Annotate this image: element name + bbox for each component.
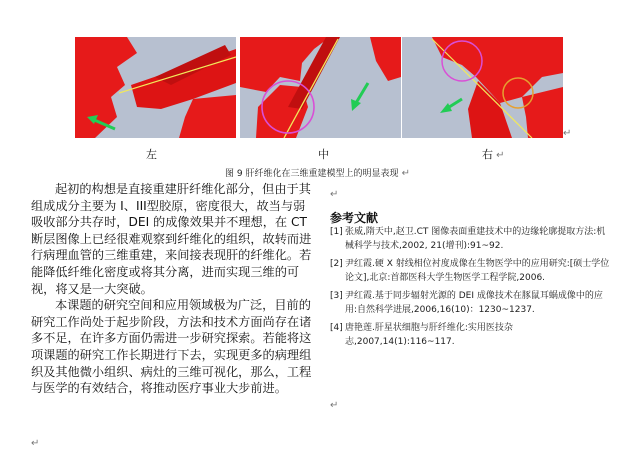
paragraph-mark: ↵ <box>330 189 339 200</box>
references-list <box>330 225 612 353</box>
reference-item: [4] 唐艳莲.肝星状细胞与肝纤维化:实用医技杂志,2007,14(1):116~117. <box>330 323 513 347</box>
body-text <box>31 181 317 397</box>
panel-label-left: 左 <box>146 148 157 161</box>
paragraph-mark: ↵ <box>31 438 40 449</box>
body-paragraph-1: 起初的构想是直接重建肝纤维化部分，但由于其组成成分主要为 I、III型胶原，密度很大，故当与弱吸收部分共存时，DEI 的成像效果并不理想，在 CT 断层图像上已经很难观察到纤维化的组织，故转而进行病理血管的三维重建，来间接表现肝的纤维化。若能降低纤维化密度或将其分离，进而实现三维的可视，将又是一大突破。 <box>31 182 312 296</box>
panel-label-middle: 中 <box>318 148 329 161</box>
figure-panel-right <box>402 37 563 138</box>
figure-caption: 图 9 肝纤维化在三维重建模型上的明显表现 ↵ <box>225 168 411 179</box>
liver-render-middle <box>240 37 401 138</box>
references-title: 参考文献 <box>330 211 379 225</box>
liver-render-right <box>402 37 563 138</box>
reference-item: [2] 尹红霞.硬 X 射线相位衬度成像在生物医学中的应用研究:[硕士学位论文],北京:首都医科大学生物医学工程学院,2006. <box>330 259 610 283</box>
panel-label-right: 右 ↵ <box>482 148 505 161</box>
reference-item: [1] 张威,隋天中,赵卫.CT 图像表面重建技术中的边缘轮廓提取方法:机械科学与技术,2002, 21(增刊):91~92. <box>330 227 606 251</box>
figure-panel-middle <box>240 37 401 138</box>
body-paragraph-2: 本课题的研究空间和应用领域极为广泛，目前的研究工作尚处于起步阶段，方法和技术方面尚存在诸多不足，在许多方面仍需进一步研究探索。若能将这项课题的研究工作长期进行下去，实现更多的病理组织及其他微小组织、病灶的三维可视化，那么，工程与医学的有效结合，将推动医疗事业大步前进。 <box>31 298 312 396</box>
paragraph-mark: ↵ <box>330 400 339 411</box>
figure-panel-left <box>75 37 236 138</box>
paragraph-mark: ↵ <box>563 128 572 139</box>
reference-item: [3] 尹红霞.基于同步辐射光源的 DEI 成像技术在豚鼠耳蜗成像中的应用:自然科学进展,2006,16(10)：1230~1237. <box>330 291 603 315</box>
liver-render-left <box>75 37 236 138</box>
